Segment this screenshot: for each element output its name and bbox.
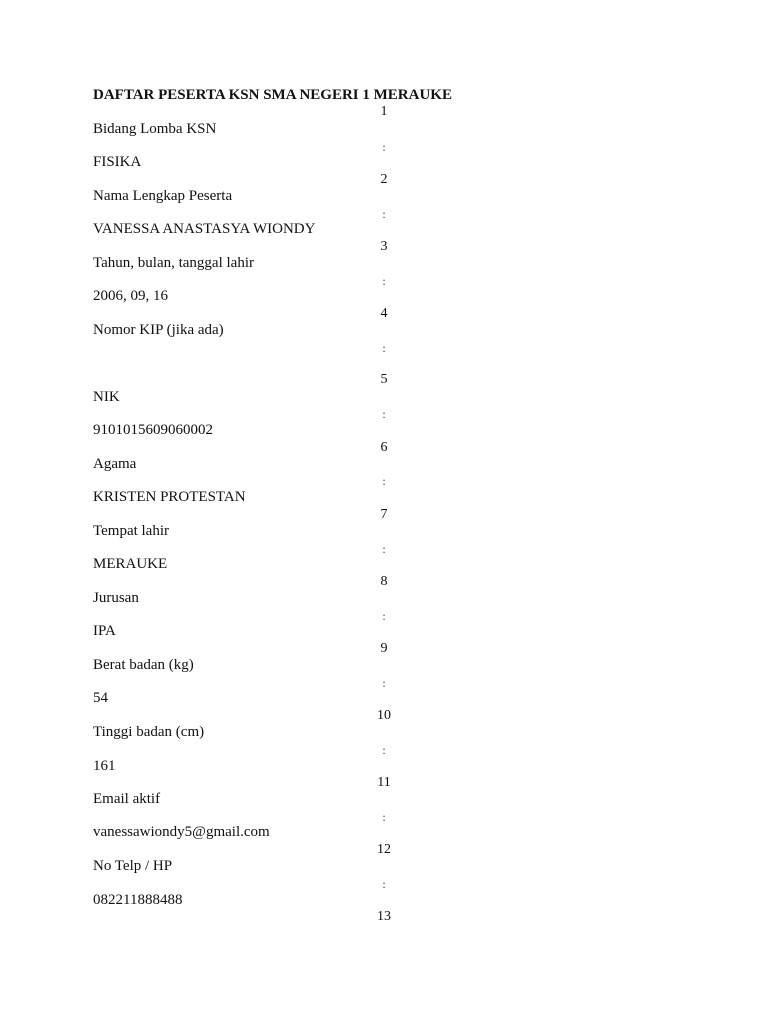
row-number: 13	[377, 909, 391, 924]
field-value-telp: 082211888488	[93, 892, 183, 908]
field-value-tinggi-badan: 161	[93, 758, 116, 774]
row-number: 12	[377, 842, 391, 857]
field-value-berat-badan: 54	[93, 690, 108, 706]
field-value-tanggal-lahir: 2006, 09, 16	[93, 288, 168, 304]
field-value-agama: KRISTEN PROTESTAN	[93, 489, 246, 505]
row-number: 6	[380, 440, 388, 455]
row-number: 1	[380, 104, 388, 119]
field-label-tinggi-badan: Tinggi badan (cm)	[93, 724, 205, 740]
field-label-telp: No Telp / HP	[93, 858, 173, 874]
row-colon: :	[382, 609, 386, 623]
row-colon: :	[382, 810, 386, 824]
row-colon: :	[382, 140, 386, 154]
field-label-berat-badan: Berat badan (kg)	[93, 657, 194, 673]
field-label-tempat-lahir: Tempat lahir	[93, 523, 170, 539]
row-number: 7	[380, 507, 388, 522]
document-title: DAFTAR PESERTA KSN SMA NEGERI 1 MERAUKE	[93, 87, 452, 103]
field-label-nik: NIK	[93, 389, 120, 405]
row-colon: :	[382, 207, 386, 221]
row-number: 3	[380, 239, 388, 254]
row-colon: :	[382, 341, 386, 355]
row-colon: :	[382, 407, 386, 421]
row-colon: :	[382, 542, 386, 556]
field-label-agama: Agama	[93, 456, 137, 472]
row-number: 5	[380, 372, 388, 387]
field-label-nama-lengkap: Nama Lengkap Peserta	[93, 188, 233, 204]
field-value-bidang-lomba: FISIKA	[93, 154, 142, 170]
field-label-jurusan: Jurusan	[93, 590, 139, 606]
row-colon: :	[382, 676, 386, 690]
row-number: 4	[380, 306, 388, 321]
row-colon: :	[382, 274, 386, 288]
field-value-email: vanessawiondy5@gmail.com	[93, 824, 270, 840]
row-number: 10	[377, 708, 391, 723]
field-value-nik: 9101015609060002	[93, 422, 213, 438]
row-number: 9	[380, 641, 388, 656]
row-colon: :	[382, 474, 386, 488]
row-colon: :	[382, 877, 386, 891]
row-number: 11	[377, 775, 391, 790]
row-number: 2	[380, 172, 388, 187]
field-value-tempat-lahir: MERAUKE	[93, 556, 168, 572]
field-label-nomor-kip: Nomor KIP (jika ada)	[93, 322, 224, 338]
field-value-jurusan: IPA	[93, 623, 116, 639]
row-number: 8	[380, 574, 388, 589]
row-colon: :	[382, 743, 386, 757]
field-label-tanggal-lahir: Tahun, bulan, tanggal lahir	[93, 255, 254, 271]
field-label-bidang-lomba: Bidang Lomba KSN	[93, 121, 217, 137]
field-label-email: Email aktif	[93, 791, 161, 807]
field-value-nama-lengkap: VANESSA ANASTASYA WIONDY	[93, 221, 316, 237]
